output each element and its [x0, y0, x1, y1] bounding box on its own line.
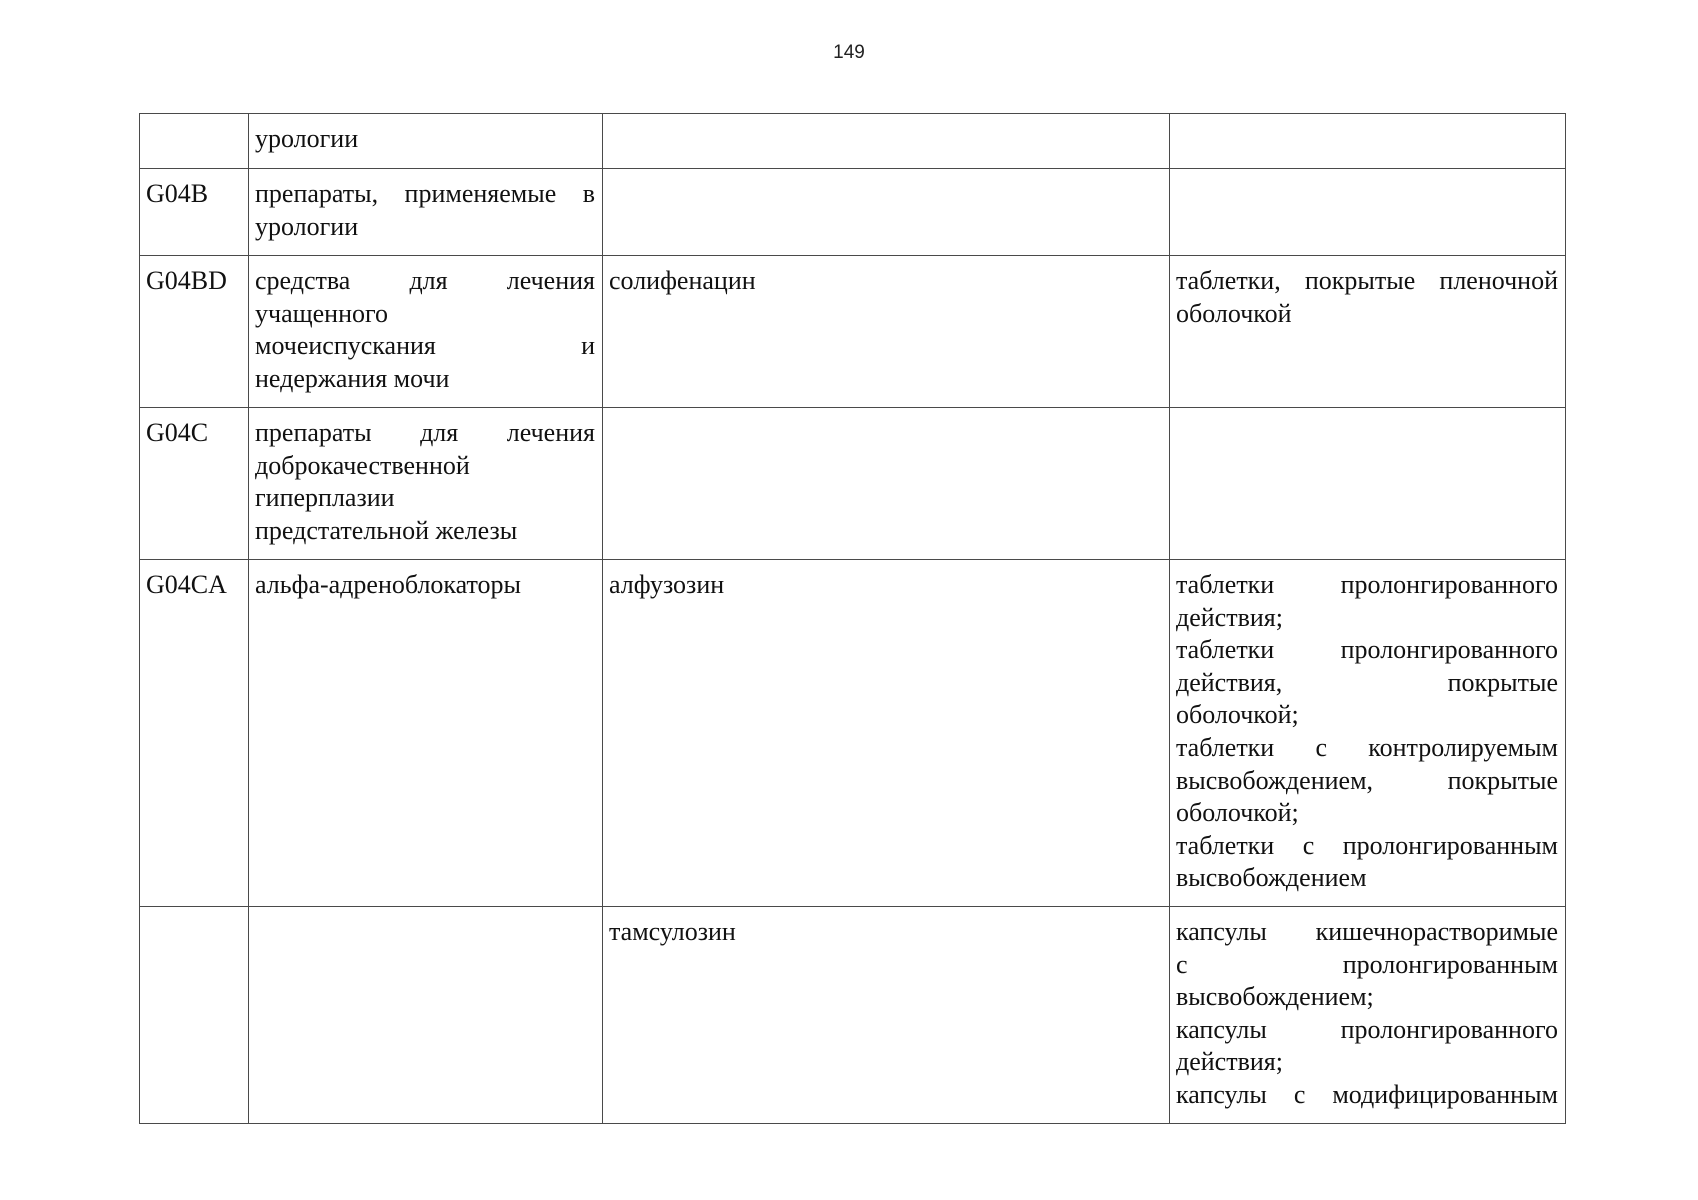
group-line: средства для лечения — [255, 266, 595, 295]
substance-cell: алфузозин — [603, 560, 1170, 907]
form-line: с пролонгированным — [1176, 949, 1558, 979]
atc-code-cell: G04BD — [140, 256, 249, 408]
substance-cell — [603, 408, 1170, 560]
group-name-cell — [249, 907, 603, 1124]
atc-code-cell: G04B — [140, 169, 249, 256]
form-line: капсулы с модифицированным — [1176, 1079, 1558, 1109]
form-line: оболочкой; — [1176, 700, 1299, 730]
dosage-form-cell — [1170, 907, 1566, 1124]
group-line: доброкачественной — [255, 450, 470, 480]
form-line: таблетки пролонгированного — [1176, 570, 1558, 599]
atc-code-cell: G04CA — [140, 560, 249, 907]
atc-code-cell: G04C — [140, 408, 249, 560]
group-line: препараты для лечения — [255, 418, 595, 447]
form-line: оболочкой — [1176, 298, 1292, 328]
form-line: таблетки, покрытые пленочной — [1176, 266, 1558, 295]
substance-cell — [603, 114, 1170, 169]
form-line: высвобождением, покрытые — [1176, 765, 1558, 795]
form-line: оболочкой; — [1176, 798, 1299, 828]
table-row — [140, 560, 1566, 907]
form-line: таблетки с пролонгированным — [1176, 830, 1558, 860]
group-line: урологии — [255, 211, 359, 241]
form-line: действия; — [1176, 602, 1283, 632]
atc-code-cell — [140, 114, 249, 169]
group-line: урологии — [255, 124, 359, 153]
dosage-form-cell — [1170, 560, 1566, 907]
form-line: высвобождением; — [1176, 982, 1374, 1012]
table-row — [140, 169, 1566, 256]
dosage-form-cell — [1170, 408, 1566, 560]
substance-cell — [603, 169, 1170, 256]
atc-code-cell — [140, 907, 249, 1124]
group-line: учащенного — [255, 298, 389, 328]
table-body — [140, 114, 1566, 1124]
form-line: таблетки пролонгированного — [1176, 635, 1558, 665]
group-line: предстательной железы — [255, 515, 518, 545]
group-line: недержания мочи — [255, 363, 450, 393]
group-name-cell — [249, 114, 603, 169]
dosage-form-cell — [1170, 169, 1566, 256]
form-line: действия, покрытые — [1176, 667, 1558, 697]
drug-table — [139, 113, 1566, 1124]
group-line: альфа-адреноблокаторы — [255, 570, 522, 599]
page-number: 149 — [833, 42, 865, 63]
form-line: капсулы пролонгированного — [1176, 1014, 1558, 1044]
group-line: препараты, применяемые в — [255, 179, 595, 208]
substance-cell: солифенацин — [603, 256, 1170, 408]
table-row — [140, 256, 1566, 408]
form-line: таблетки с контролируемым — [1176, 732, 1558, 762]
group-name-cell — [249, 256, 603, 408]
group-line: гиперплазии — [255, 483, 395, 513]
group-name-cell — [249, 408, 603, 560]
table-row — [140, 114, 1566, 169]
table-row — [140, 408, 1566, 560]
group-name-cell — [249, 560, 603, 907]
group-line: мочеиспускания и — [255, 331, 595, 361]
group-name-cell — [249, 169, 603, 256]
table-row — [140, 907, 1566, 1124]
form-line: действия; — [1176, 1047, 1283, 1077]
form-line: высвобождением — [1176, 863, 1367, 893]
form-line: капсулы кишечнорастворимые — [1176, 917, 1558, 946]
dosage-form-cell — [1170, 256, 1566, 408]
dosage-form-cell — [1170, 114, 1566, 169]
substance-cell: тамсулозин — [603, 907, 1170, 1124]
